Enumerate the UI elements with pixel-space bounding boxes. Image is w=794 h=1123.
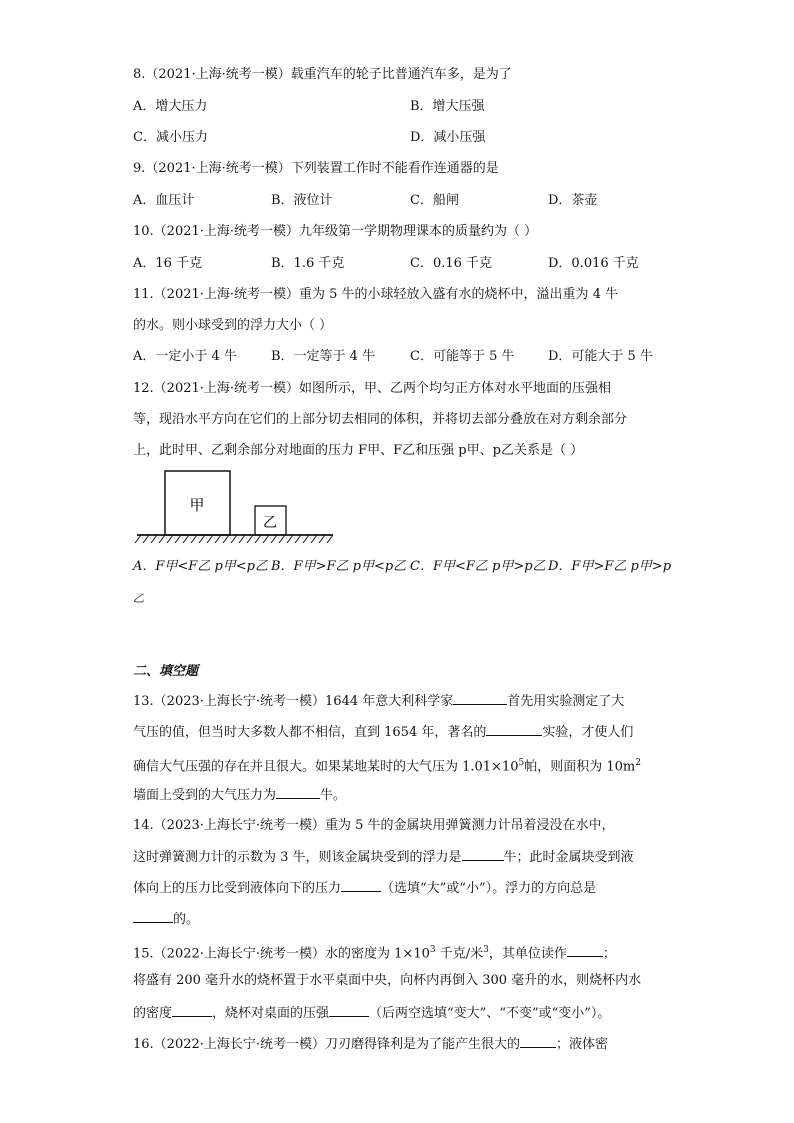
question-16-line1 [133, 1035, 608, 1054]
q13-text: 帕，则面积为 10m [524, 759, 636, 775]
q13-text: 墙面上受到的大气压力为 [133, 788, 277, 803]
q14-text: 这时弹簧测力计的示数为 3 牛，则该金属块受到的浮力是 [133, 850, 462, 865]
q12-option-d-wrap: 乙 [133, 592, 144, 605]
q16-text: ；液体密 [556, 1037, 609, 1052]
question-14-line4 [133, 910, 199, 929]
q12-option-d: D．F甲>F乙 p甲>p [548, 559, 672, 574]
q14-blank-2[interactable] [341, 879, 381, 892]
question-15-line2: 将盛有 200 毫升水的烧杯置于水平桌面中央，向杯内再倒入 300 毫升的水，则烧杯内水 [133, 973, 642, 988]
question-15-line3 [133, 1004, 610, 1023]
q16-blank-1[interactable] [520, 1035, 556, 1048]
q15-text: ，其单位读作 [488, 946, 567, 962]
block-jia-label: 甲 [189, 496, 205, 514]
q8-option-b: B．增大压强 [410, 99, 485, 114]
question-11-stem-line2: 的水。则小球受到的浮力大小（ ） [133, 318, 333, 333]
question-10-stem: 10.（2021·上海·统考一模）九年级第一学期物理课本的质量约为（ ） [133, 224, 538, 239]
q16-text: 16.（2022·上海长宁·统考一模）刀刃磨得锋利是为了能产生很大的 [133, 1037, 521, 1052]
q11-option-c: C．可能等于 5 牛 [410, 349, 515, 364]
q15-blank-3[interactable] [329, 1004, 369, 1017]
question-12-stem-line1: 12.（2021·上海·统考一模）如图所示，甲、乙两个均匀正方体对水平地面的压强相 [133, 381, 612, 396]
q9-option-d: D．茶壶 [548, 193, 598, 208]
q14-text: （选填“大”或“小”）。浮力的方向总是 [381, 881, 597, 896]
q13-text: 首先用实验测定了大 [507, 694, 625, 709]
q13-text: 气压的值，但当时大多数人都不相信，直到 1654 年，著名的 [133, 725, 487, 740]
q10-option-d: D．0.016 千克 [548, 256, 639, 271]
q14-text: 的。 [173, 912, 200, 927]
question-13-line2 [133, 723, 633, 742]
q13-text: 实验，才使人们 [542, 725, 634, 740]
block-yi-label: 乙 [263, 515, 277, 531]
q14-blank-3[interactable] [133, 910, 173, 923]
q11-option-d: D．可能大于 5 牛 [548, 349, 653, 364]
q15-text: 15.（2022·上海长宁·统考一模）水的密度为 1×10 [133, 946, 430, 962]
q15-text: ，烧杯对桌面的压强 [212, 1006, 330, 1021]
q12-option-b: B．F甲>F乙 p甲<p乙 [271, 559, 407, 574]
q13-text: 牛。 [320, 788, 347, 803]
q14-blank-1[interactable] [462, 848, 504, 861]
q9-option-c: C．船闸 [410, 193, 459, 208]
q13-text: 13.（2023·上海长宁·统考一模）1644 年意大利科学家 [133, 694, 454, 709]
q13-text: 确信大气压强的存在并且很大。如果某地某时的大气压为 1.01×10 [133, 759, 519, 775]
q14-text: 牛；此时金属块受到液 [503, 850, 634, 865]
question-15-line1 [133, 941, 616, 963]
q13-blank-2[interactable] [486, 723, 542, 736]
q15-superscript: 3 [429, 945, 436, 955]
blocks-diagram [133, 468, 343, 548]
q8-option-c: C．减小压力 [133, 130, 208, 145]
q11-option-a: A．一定小于 4 牛 [133, 349, 237, 364]
q12-option-c: C．F甲<F乙 p甲>p乙 [410, 559, 546, 574]
q14-text: 体向上的压力比受到液体向下的压力 [133, 881, 342, 896]
ground-hatching [135, 535, 333, 543]
q9-option-b: B．液位计 [271, 193, 333, 208]
q15-text: （后两空选填“变大”、“不变”或“变小”）。 [369, 1006, 611, 1021]
q9-option-a: A．血压计 [133, 193, 195, 208]
section-heading-fill-in: 二、填空题 [133, 664, 199, 679]
q12-option-a: A．F甲<F乙 p甲<p乙 [133, 559, 268, 574]
question-14-line1: 14.（2023·上海长宁·统考一模）重为 5 牛的金属块用弹簧测力计吊着浸没在水中， [133, 818, 615, 833]
q15-text: 的密度 [133, 1006, 173, 1021]
question-8-stem: 8.（2021·上海·统考一模）载重汽车的轮子比普通汽车多，是为了 [133, 67, 512, 82]
q11-option-b: B．一定等于 4 牛 [271, 349, 376, 364]
q15-blank-1[interactable] [567, 944, 603, 957]
q15-superscript: 3 [483, 945, 489, 955]
question-9-stem: 9.（2021·上海·统考一模）下列装置工作时不能看作连通器的是 [133, 161, 499, 176]
q15-text: 千克/米 [435, 946, 484, 962]
q13-superscript: 2 [635, 758, 641, 768]
q8-option-a: A．增大压力 [133, 99, 208, 114]
q10-option-b: B．1.6 千克 [271, 256, 345, 271]
q13-blank-3[interactable] [276, 786, 320, 799]
q13-blank-1[interactable] [453, 692, 507, 705]
q13-superscript: 5 [518, 758, 525, 768]
question-13-line1 [133, 692, 624, 711]
q10-option-c: C．0.16 千克 [410, 256, 493, 271]
question-12-stem-line2: 等，现沿水平方向在它们的上部分切去相同的体积，并将切去部分叠放在对方剩余部分 [133, 412, 628, 427]
q15-blank-2[interactable] [172, 1004, 212, 1017]
question-14-line3 [133, 879, 596, 898]
q15-text: ； [602, 946, 616, 962]
question-11-stem-line1: 11.（2021·上海·统考一模）重为 5 牛的小球轻放入盛有水的烧杯中，溢出重为 4 牛 [133, 287, 619, 302]
q10-option-a: A．16 千克 [133, 256, 203, 271]
question-13-line4 [133, 786, 346, 805]
question-14-line2 [133, 848, 634, 867]
q8-option-d: D．减小压强 [410, 130, 486, 145]
question-13-line3 [133, 754, 641, 776]
question-12-stem-line3: 上，此时甲、乙剩余部分对地面的压力 F甲、F乙和压强 p甲、p乙关系是（ ） [133, 443, 584, 458]
